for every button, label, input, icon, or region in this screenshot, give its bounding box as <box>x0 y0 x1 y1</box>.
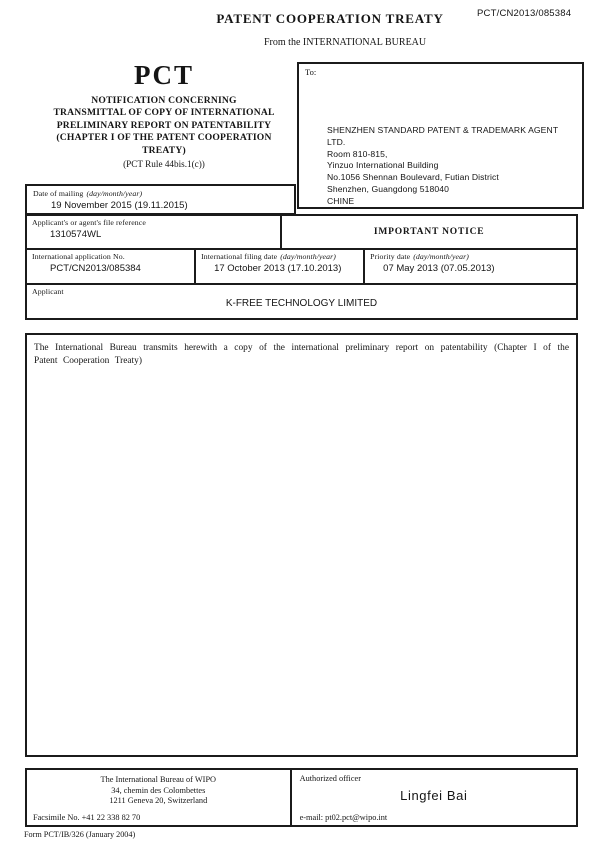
pct-rule-reference: (PCT Rule 44bis.1(c)) <box>123 159 205 170</box>
filing-date-cell <box>196 250 365 283</box>
important-notice-cell <box>282 216 576 248</box>
pct-heading-block <box>35 60 293 169</box>
bureau-address-cell <box>27 770 292 825</box>
notification-line: TRANSMITTAL OF COPY OF INTERNATIONAL <box>53 107 275 119</box>
applicant-name: K-FREE TECHNOLOGY LIMITED <box>225 298 378 309</box>
applicant-row <box>25 285 578 320</box>
email-address: e-mail: pt02.pct@wipo.int <box>299 813 388 822</box>
application-number-label: International application No. <box>32 252 125 261</box>
date-of-mailing-box <box>25 184 296 215</box>
address-line: SHENZHEN STANDARD PATENT & TRADEMARK AGENT <box>327 125 559 135</box>
applicant-label: Applicant <box>32 287 64 296</box>
date-of-mailing-value: 19 November 2015 (19.11.2015) <box>51 200 188 211</box>
recipient-address <box>327 125 576 208</box>
bureau-address <box>27 775 290 807</box>
notification-line: TREATY) <box>142 144 186 156</box>
facsimile-number: Facsimile No. +41 22 338 82 70 <box>33 813 141 822</box>
contact-footer-box <box>25 768 578 827</box>
page-title: PATENT COOPERATION TREATY <box>216 11 444 26</box>
notification-line: NOTIFICATION CONCERNING <box>91 95 237 106</box>
important-notice-text: IMPORTANT NOTICE <box>373 227 485 237</box>
to-label: To: <box>305 67 317 77</box>
address-line: Room 810-815, <box>327 148 388 159</box>
pct-logo: PCT <box>134 60 194 90</box>
priority-date-label-text: Priority date <box>370 252 411 261</box>
transmittal-statement: The International Bureau transmits herewith a copy of the international preliminary report on patentability (Chapter I of the Patent Cooperation Treaty) <box>34 343 569 366</box>
application-details-row <box>25 250 578 285</box>
file-reference-row <box>25 214 578 250</box>
address-line: LTD. <box>327 136 346 147</box>
authorized-officer-cell <box>292 770 576 825</box>
priority-date-value: 07 May 2013 (07.05.2013) <box>383 263 495 274</box>
bureau-address-line: 34, chemin des Colombettes <box>111 785 206 795</box>
application-number-cell <box>27 250 196 283</box>
form-identifier: Form PCT/IB/326 (January 2004) <box>24 830 136 839</box>
notification-title <box>35 95 293 157</box>
priority-date-label <box>370 252 571 261</box>
authorized-officer-name: Lingfei Bai <box>400 788 468 803</box>
filing-date-value: 17 October 2013 (17.10.2013) <box>214 263 342 274</box>
date-of-mailing-label-text: Date of mailing <box>33 189 84 198</box>
form-table <box>25 214 578 320</box>
file-reference-cell <box>27 216 282 248</box>
filing-date-label <box>201 252 358 261</box>
address-line: Shenzhen, Guangdong 518040 <box>327 183 450 194</box>
transmittal-statement-box <box>25 333 578 757</box>
date-of-mailing-label <box>33 189 288 198</box>
priority-date-cell <box>365 250 576 283</box>
filing-date-format-hint: (day/month/year) <box>280 252 336 261</box>
applicant-cell <box>27 285 576 318</box>
document-number: PCT/CN2013/085384 <box>477 8 572 19</box>
priority-date-format-hint: (day/month/year) <box>413 252 469 261</box>
application-number-value: PCT/CN2013/085384 <box>50 263 141 274</box>
recipient-address-box <box>297 62 584 209</box>
address-line: Yinzuo International Building <box>327 160 439 171</box>
bureau-address-line: 1211 Geneva 20, Switzerland <box>109 796 208 806</box>
authorized-officer-label: Authorized officer <box>299 774 361 783</box>
file-reference-label: Applicant's or agent's file reference <box>32 218 146 227</box>
notification-line: (CHAPTER I OF THE PATENT COOPERATION <box>56 132 272 144</box>
address-line: No.1056 Shennan Boulevard, Futian District <box>327 172 499 183</box>
from-international-bureau-line: From the INTERNATIONAL BUREAU <box>264 37 427 48</box>
notification-line: PRELIMINARY REPORT ON PATENTABILITY <box>56 119 272 131</box>
bureau-address-line: The International Bureau of WIPO <box>100 775 217 784</box>
date-format-hint: (day/month/year) <box>86 189 143 198</box>
filing-date-label-text: International filing date <box>201 252 278 261</box>
address-line: CHINE <box>327 195 355 206</box>
file-reference-value: 1310574WL <box>50 229 102 240</box>
